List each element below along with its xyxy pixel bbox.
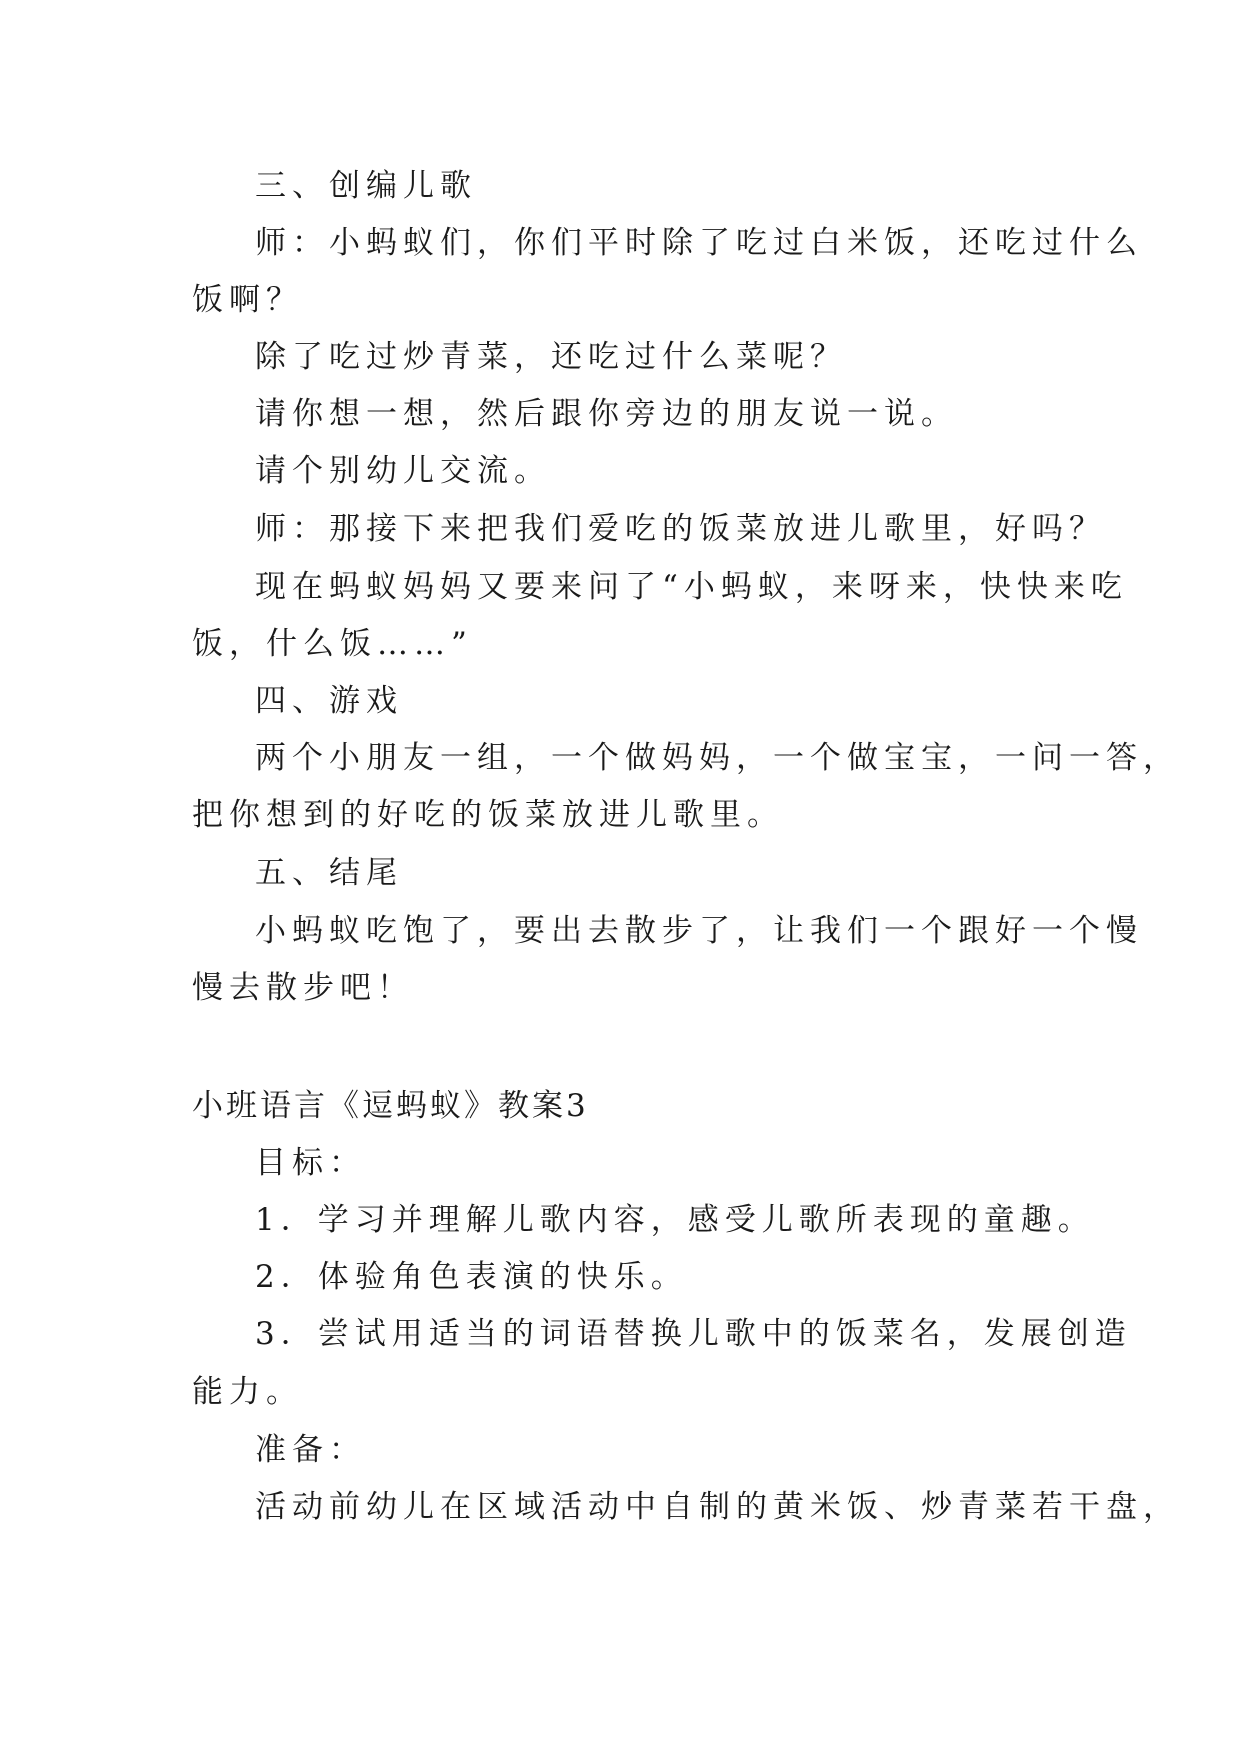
list-item: 1．学习并理解儿歌内容，感受儿歌所表现的童趣。 xyxy=(255,1202,1095,1238)
paragraph-line: 现在蚂蚁妈妈又要来问了“小蚂蚁，来呀来，快快来吃 xyxy=(255,569,1128,605)
paragraph-line: 请个别幼儿交流。 xyxy=(255,453,551,489)
paragraph-line: 小蚂蚁吃饱了，要出去散步了，让我们一个跟好一个慢 xyxy=(255,913,1143,949)
paragraph-line: 两个小朋友一组，一个做妈妈，一个做宝宝，一问一答， xyxy=(255,740,1180,776)
section-heading: 四、游戏 xyxy=(255,683,403,719)
paragraph-line: 请你想一想，然后跟你旁边的朋友说一说。 xyxy=(255,396,958,432)
section-heading: 三、创编儿歌 xyxy=(255,168,477,204)
paragraph-line: 活动前幼儿在区域活动中自制的黄米饭、炒青菜若干盘， xyxy=(255,1489,1180,1525)
paragraph-line: 把你想到的好吃的饭菜放进儿歌里。 xyxy=(192,797,784,833)
paragraph-line: 除了吃过炒青菜，还吃过什么菜呢？ xyxy=(255,339,847,375)
section-heading: 目标： xyxy=(255,1145,366,1181)
list-item: 3．尝试用适当的词语替换儿歌中的饭菜名，发展创造 xyxy=(255,1316,1132,1352)
list-item: 2．体验角色表演的快乐。 xyxy=(255,1259,688,1295)
section-heading: 准备： xyxy=(255,1432,366,1468)
paragraph-line: 师：小蚂蚁们，你们平时除了吃过白米饭，还吃过什么 xyxy=(255,225,1143,261)
paragraph-line: 能力。 xyxy=(192,1374,303,1410)
paragraph-line: 饭，什么饭……” xyxy=(192,626,473,662)
paragraph-line: 饭啊？ xyxy=(192,282,303,318)
paragraph-line: 慢去散步吧！ xyxy=(192,970,414,1006)
section-heading: 五、结尾 xyxy=(255,855,403,891)
paragraph-line: 师：那接下来把我们爱吃的饭菜放进儿歌里，好吗？ xyxy=(255,511,1106,547)
lesson-title: 小班语言《逗蚂蚁》教案3 xyxy=(192,1088,589,1124)
